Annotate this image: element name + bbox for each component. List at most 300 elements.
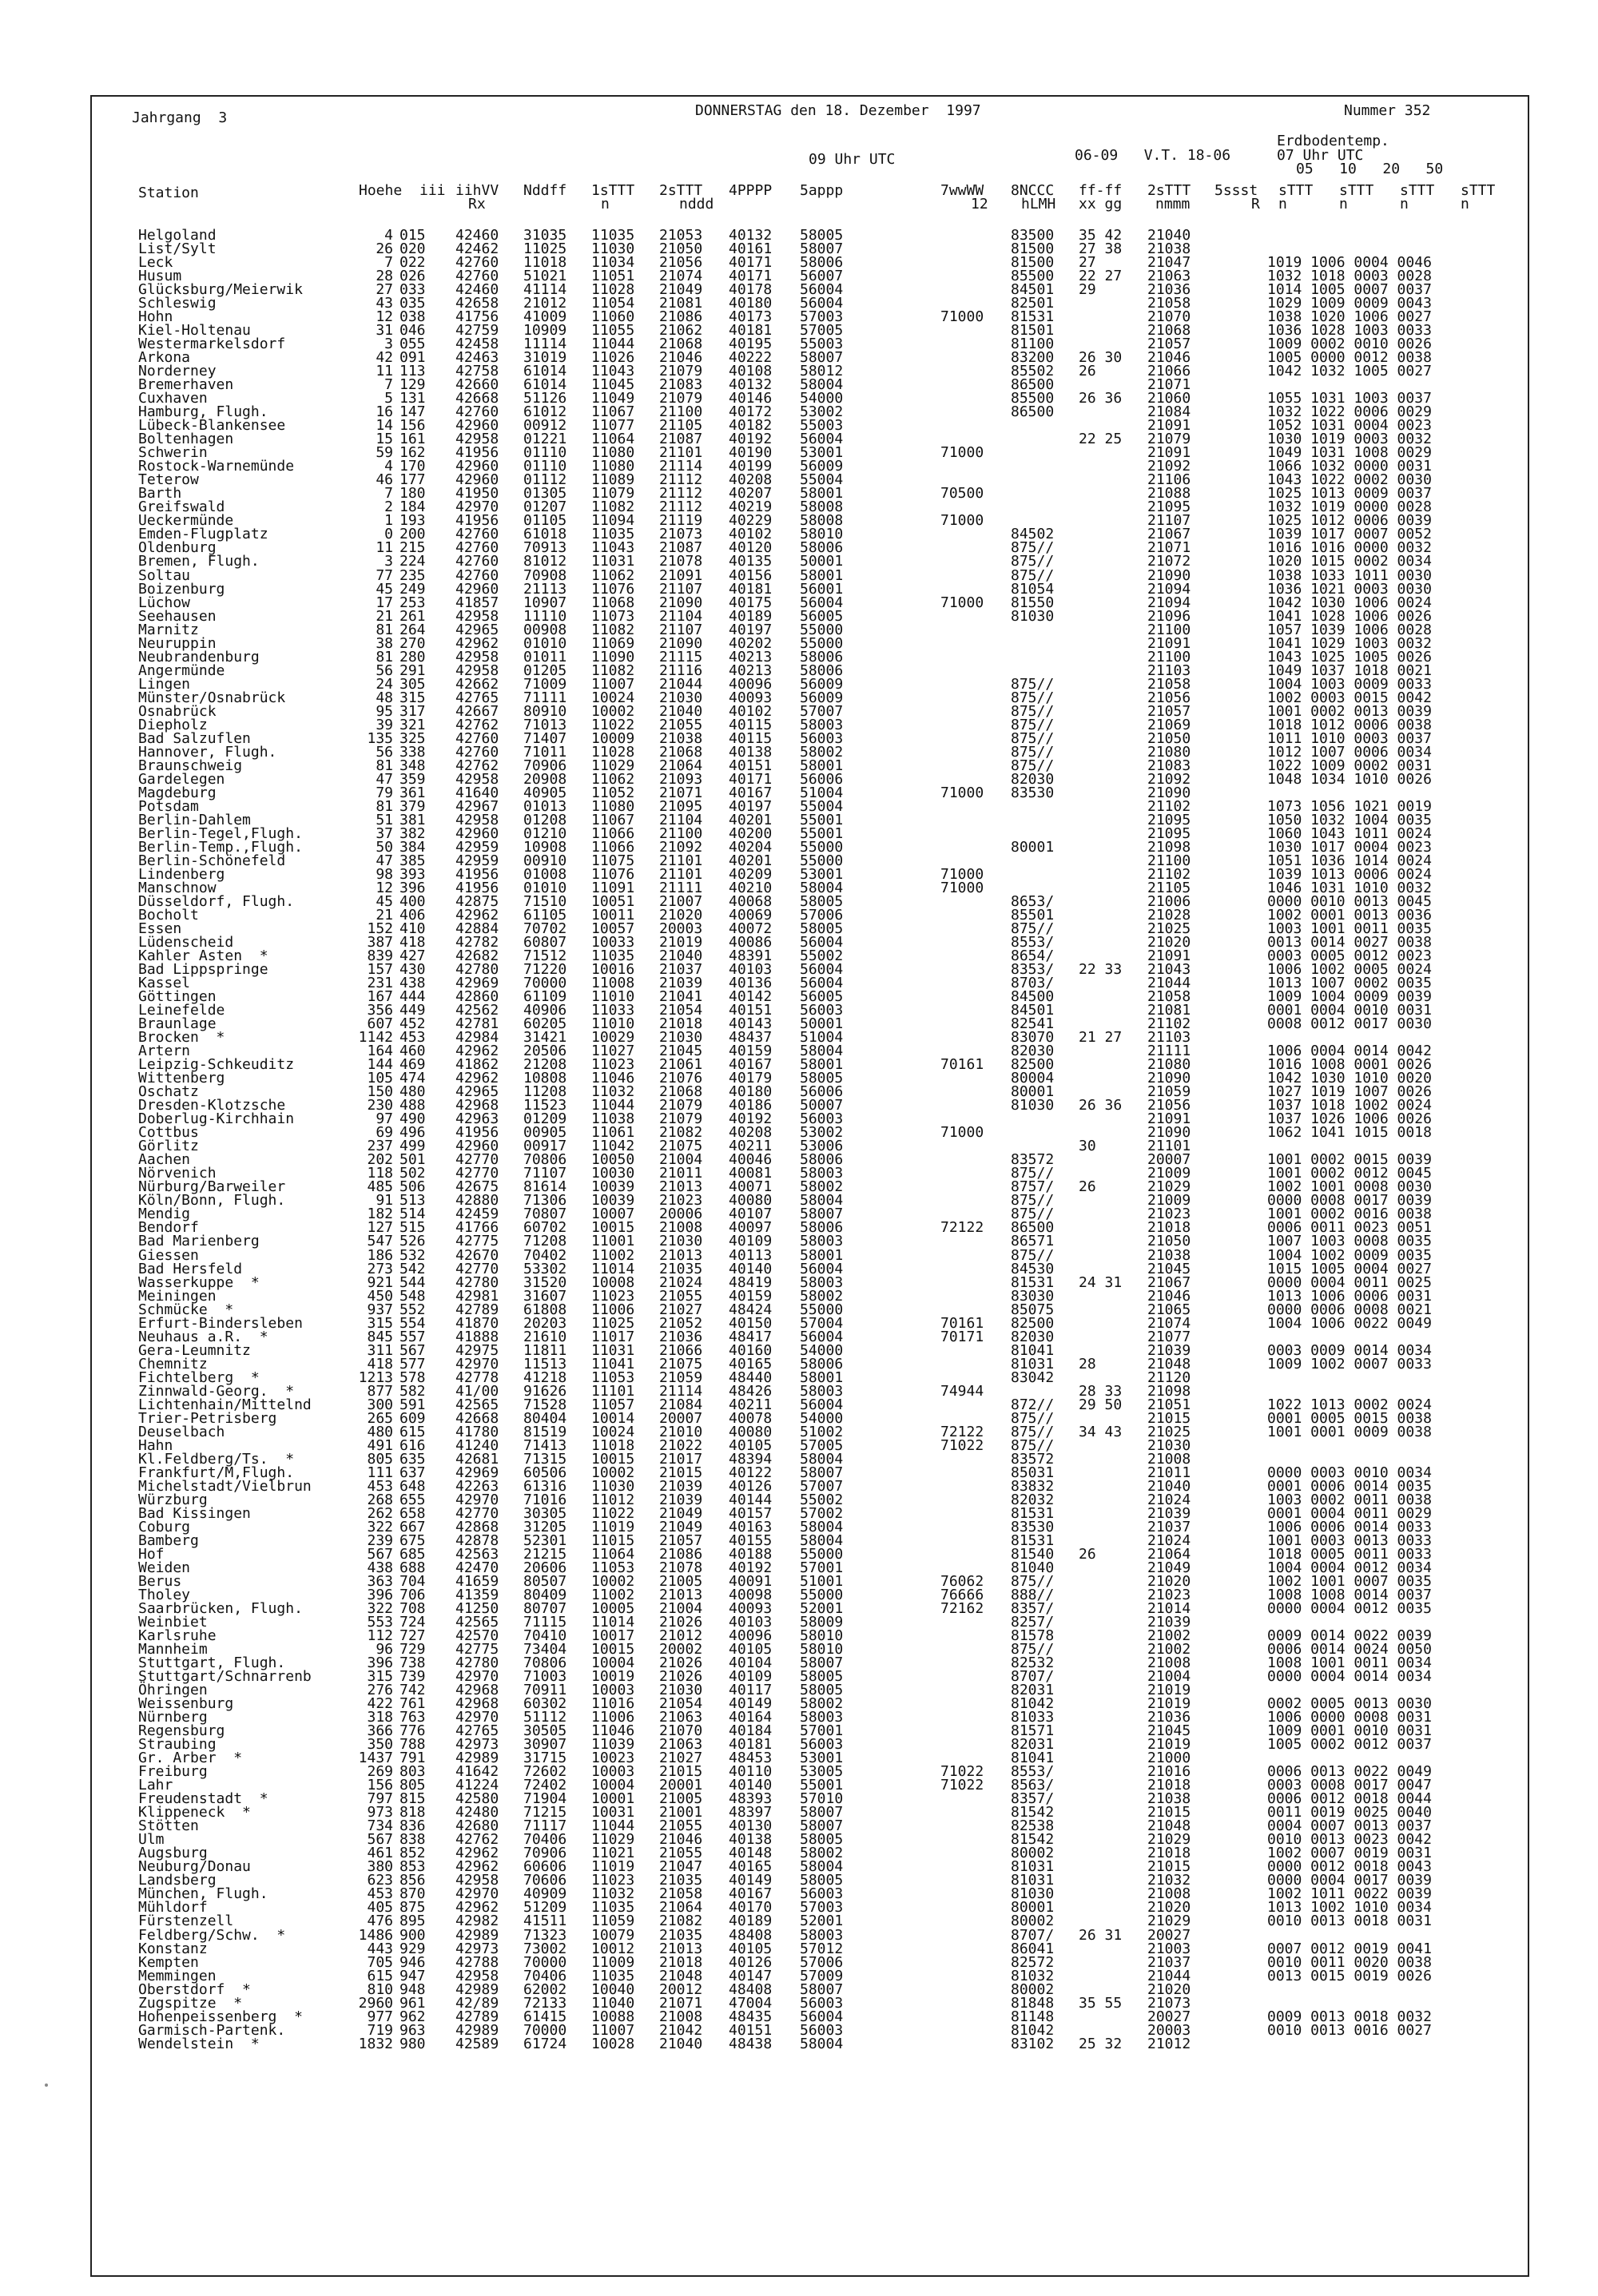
cell-sttt2b: 21094 — [1147, 594, 1191, 611]
cell-ff-ff: 22 33 — [1079, 961, 1123, 979]
cell-sttt2b: 21018 — [1147, 1219, 1191, 1237]
cell-pppp4: 40109 — [729, 1668, 773, 1686]
cell-hoehe: 81 — [376, 797, 393, 815]
cell-hoehe: 81 — [376, 648, 393, 665]
cell-iii: 727 — [400, 1627, 426, 1645]
cell-appp5: 58003 — [800, 1165, 844, 1182]
cell-appp5: 58001 — [800, 1368, 844, 1386]
cell-pppp4: 40202 — [729, 634, 773, 652]
cell-pppp4: 40175 — [729, 594, 773, 611]
cell-pppp4: 48435 — [729, 2008, 773, 2025]
cell-hoehe: 156 — [367, 1777, 393, 1794]
cell-appp5: 51004 — [800, 1029, 844, 1047]
cell-station-name: Kl.Feldberg/Ts. * — [138, 1450, 295, 1468]
cell-pppp4: 40068 — [729, 892, 773, 910]
cell-nddff: 31019 — [523, 349, 567, 367]
cell-sttt1: 11035 — [591, 1899, 635, 1917]
cell-hoehe: 17 — [376, 594, 393, 611]
cell-ff-ff: 28 — [1079, 1355, 1096, 1372]
cell-sttt2b: 21090 — [1147, 566, 1191, 584]
cell-sttt2b: 20007 — [1147, 1151, 1191, 1169]
cell-pppp4: 48417 — [729, 1328, 773, 1345]
cell-nccc8: 81542 — [1011, 1831, 1055, 1849]
cell-iihvv: 42589 — [455, 2035, 499, 2052]
cell-appp5: 51002 — [800, 1423, 844, 1440]
cell-iii: 616 — [400, 1436, 426, 1454]
cell-sttt2: 21093 — [659, 770, 703, 788]
cell-hoehe: 461 — [367, 1845, 393, 1862]
cell-sttt1: 11001 — [591, 1233, 635, 1250]
cell-sttt2b: 20027 — [1147, 2008, 1191, 2025]
col-sttt-05: sTTT — [1278, 182, 1314, 199]
cell-sttt1: 11066 — [591, 824, 635, 842]
cell-sttt2b: 21102 — [1147, 797, 1191, 815]
table-row — [0, 1914, 1598, 1928]
cell-sttt2b: 21011 — [1147, 1464, 1191, 1481]
cell-sttt2b: 21040 — [1147, 1477, 1191, 1495]
cell-wwww7: 71000 — [940, 879, 984, 896]
cell-iii: 385 — [400, 852, 426, 869]
sub-12: 12 — [971, 196, 988, 213]
cell-hoehe: 322 — [367, 1600, 393, 1618]
cell-nddff: 10909 — [523, 322, 567, 340]
cell-nccc8: 81033 — [1011, 1709, 1055, 1726]
cell-nccc8: 8703/ — [1011, 975, 1055, 992]
cell-hoehe: 273 — [367, 1260, 393, 1277]
cell-station-name: Weinbiet — [138, 1614, 208, 1631]
cell-sttt1: 11054 — [591, 295, 635, 312]
cell-ff-ff: 26 36 — [1079, 390, 1123, 407]
cell-station-name: Diepholz — [138, 716, 208, 733]
cell-soil-temps: 0010 0011 0020 0038 — [1267, 1953, 1432, 1971]
cell-appp5: 56003 — [800, 1736, 844, 1754]
cell-sttt2b: 21071 — [1147, 539, 1191, 557]
cell-sttt1: 11052 — [591, 784, 635, 801]
cell-sttt2: 20012 — [659, 1980, 703, 1998]
table-row — [0, 1234, 1598, 1248]
cell-iii: 317 — [400, 702, 426, 720]
cell-hoehe: 43 — [376, 295, 393, 312]
cell-pppp4: 40151 — [729, 1002, 773, 1019]
cell-sttt2b: 21046 — [1147, 349, 1191, 367]
table-row — [0, 566, 1598, 584]
cell-sttt2b: 21038 — [1147, 240, 1191, 258]
cell-sttt2: 21075 — [659, 1355, 703, 1372]
cell-appp5: 52001 — [800, 1600, 844, 1618]
cell-nddff: 61808 — [523, 1301, 567, 1318]
cell-soil-temps: 1013 1002 1010 0034 — [1267, 1899, 1432, 1917]
cell-appp5: 56004 — [800, 1328, 844, 1345]
cell-nccc8: 82032 — [1011, 1491, 1055, 1508]
cell-sttt1: 11035 — [591, 526, 635, 543]
cell-sttt2b: 21066 — [1147, 363, 1191, 380]
col-sttt-50: sTTT — [1461, 182, 1496, 199]
cell-soil-temps: 0003 0009 0014 0034 — [1267, 1341, 1432, 1359]
cell-appp5: 58010 — [800, 526, 844, 543]
cell-sttt1: 10008 — [591, 1273, 635, 1291]
cell-nccc8: 85075 — [1011, 1301, 1055, 1318]
cell-iihvv: 41250 — [455, 1600, 499, 1618]
cell-sttt2: 21049 — [659, 1518, 703, 1535]
cell-appp5: 58006 — [800, 1219, 844, 1237]
cell-pppp4: 40170 — [729, 1899, 773, 1917]
cell-station-name: Glücksburg/Meierwik — [138, 281, 303, 299]
cell-hoehe: 268 — [367, 1491, 393, 1508]
cell-nccc8: 84530 — [1011, 1260, 1055, 1277]
cell-sttt1: 10019 — [591, 1668, 635, 1686]
cell-nccc8: 82030 — [1011, 1328, 1055, 1345]
cell-hoehe: 46 — [376, 471, 393, 489]
cell-nddff: 91626 — [523, 1382, 567, 1400]
cell-appp5: 58001 — [800, 757, 844, 774]
cell-appp5: 56004 — [800, 2008, 844, 2025]
cell-hoehe: 135 — [367, 729, 393, 747]
cell-station-name: Westermarkelsdorf — [138, 336, 286, 353]
cell-nddff: 70908 — [523, 566, 567, 584]
cell-iihvv: 42965 — [455, 1083, 499, 1101]
cell-pppp4: 40093 — [729, 1600, 773, 1618]
cell-iihvv: 42680 — [455, 1817, 499, 1835]
cell-appp5: 57006 — [800, 907, 844, 924]
cell-sttt1: 10012 — [591, 1940, 635, 1957]
cell-hoehe: 11 — [376, 363, 393, 380]
cell-appp5: 58006 — [800, 1355, 844, 1372]
cell-appp5: 58005 — [800, 1831, 844, 1849]
cell-sttt2b: 21037 — [1147, 1953, 1191, 1971]
cell-station-name: Münster/Osnabrück — [138, 689, 286, 706]
cell-station-name: Doberlug-Kirchhain — [138, 1110, 295, 1128]
cell-iihvv: 42958 — [455, 607, 499, 625]
cell-sttt1: 11073 — [591, 607, 635, 625]
cell-nddff: 61316 — [523, 1477, 567, 1495]
cell-sttt1: 11057 — [591, 1396, 635, 1413]
cell-sttt1: 11018 — [591, 1436, 635, 1454]
cell-sttt2b: 21067 — [1147, 1273, 1191, 1291]
cell-appp5: 58001 — [800, 485, 844, 502]
cell-nddff: 53302 — [523, 1260, 567, 1277]
cell-soil-temps: 1025 1012 0006 0039 — [1267, 512, 1432, 530]
cell-nccc8: 81542 — [1011, 1804, 1055, 1821]
cell-nccc8: 86500 — [1011, 403, 1055, 421]
cell-iii: 704 — [400, 1572, 426, 1590]
cell-wwww7: 71000 — [940, 865, 984, 883]
cell-soil-temps: 0007 0012 0019 0041 — [1267, 1940, 1432, 1957]
cell-sttt2: 20001 — [659, 1777, 703, 1794]
cell-iii: 667 — [400, 1518, 426, 1535]
cell-ff-ff: 21 27 — [1079, 1029, 1123, 1047]
cell-sttt2: 21011 — [659, 1165, 703, 1182]
col-ff: ff-ff — [1079, 182, 1123, 199]
cell-sttt2: 21040 — [659, 702, 703, 720]
cell-nccc8: 81531 — [1011, 308, 1055, 326]
cell-station-name: Lahr — [138, 1777, 173, 1794]
cell-sttt1: 11021 — [591, 1845, 635, 1862]
cell-iihvv: 42480 — [455, 1804, 499, 1821]
cell-hoehe: 921 — [367, 1273, 393, 1291]
cell-nddff: 00905 — [523, 1124, 567, 1142]
cell-iii: 582 — [400, 1382, 426, 1400]
cell-nccc8: 81578 — [1011, 1627, 1055, 1645]
table-row — [0, 554, 1598, 568]
sub-s2: n — [1339, 196, 1348, 213]
cell-station-name: Greifswald — [138, 499, 225, 516]
cell-iihvv: 42884 — [455, 920, 499, 938]
cell-appp5: 58010 — [800, 1641, 844, 1658]
cell-sttt2: 21071 — [659, 1994, 703, 2012]
cell-appp5: 55003 — [800, 336, 844, 353]
cell-nddff: 21215 — [523, 1545, 567, 1563]
cell-sttt2: 21015 — [659, 1464, 703, 1481]
cell-soil-temps: 0006 0011 0023 0051 — [1267, 1219, 1432, 1237]
cell-station-name: Tholey — [138, 1587, 191, 1603]
cell-station-name: Aachen — [138, 1151, 191, 1169]
cell-nddff: 70402 — [523, 1246, 567, 1264]
cell-pppp4: 40098 — [729, 1587, 773, 1603]
cell-iii: 046 — [400, 322, 426, 340]
cell-iii: 224 — [400, 553, 426, 570]
cell-iihvv: 42959 — [455, 852, 499, 869]
table-row — [0, 1124, 1598, 1142]
cell-nccc8: 8257/ — [1011, 1614, 1055, 1631]
cell-iii: 382 — [400, 824, 426, 842]
cell-iihvv: 42463 — [455, 349, 499, 367]
cell-nddff: 61109 — [523, 988, 567, 1006]
cell-sttt2b: 21098 — [1147, 1382, 1191, 1400]
cell-ff-ff: 34 43 — [1079, 1423, 1123, 1440]
cell-iihvv: 42758 — [455, 363, 499, 380]
cell-sttt2b: 21029 — [1147, 1178, 1191, 1196]
cell-soil-temps: 0001 0006 0014 0035 — [1267, 1477, 1432, 1495]
cell-iihvv: 41640 — [455, 784, 499, 801]
cell-station-name: Görlitz — [138, 1138, 199, 1155]
cell-sttt2: 21053 — [659, 227, 703, 244]
cell-sttt2: 21030 — [659, 1682, 703, 1699]
cell-sttt2b: 21057 — [1147, 336, 1191, 353]
cell-sttt2: 21004 — [659, 1151, 703, 1169]
cell-sttt2: 21063 — [659, 1709, 703, 1726]
cell-nccc8: 81030 — [1011, 1097, 1055, 1114]
cell-appp5: 57009 — [800, 1967, 844, 1984]
cell-station-name: Zugspitze * — [138, 1994, 243, 2012]
cell-station-name: Hohenpeissenberg * — [138, 2008, 303, 2025]
cell-sttt2: 21062 — [659, 322, 703, 340]
cell-iihvv: 41888 — [455, 1328, 499, 1345]
cell-station-name: Berlin-Temp.,Flugh. — [138, 838, 303, 856]
cell-appp5: 58006 — [800, 648, 844, 665]
cell-nddff: 70000 — [523, 975, 567, 992]
cell-nddff: 31520 — [523, 1273, 567, 1291]
cell-soil-temps: 0002 0005 0013 0030 — [1267, 1695, 1432, 1713]
cell-pppp4: 40102 — [729, 702, 773, 720]
cell-nddff: 80404 — [523, 1409, 567, 1427]
cell-iihvv: 42982 — [455, 1913, 499, 1930]
cell-iihvv: 42984 — [455, 1029, 499, 1047]
cell-nccc8: 83530 — [1011, 1518, 1055, 1535]
cell-sttt1: 11043 — [591, 539, 635, 557]
cell-iihvv: 41224 — [455, 1777, 499, 1794]
cell-pppp4: 40197 — [729, 797, 773, 815]
cell-iii: 315 — [400, 689, 426, 706]
cell-sttt1: 10001 — [591, 1790, 635, 1808]
cell-sttt1: 11053 — [591, 1368, 635, 1386]
cell-station-name: Frankfurt/M,Flugh. — [138, 1464, 295, 1481]
cell-nccc8: 81500 — [1011, 240, 1055, 258]
cell-hoehe: 805 — [367, 1450, 393, 1468]
cell-station-name: Gera-Leumnitz — [138, 1341, 251, 1359]
cell-sttt2b: 21038 — [1147, 1790, 1191, 1808]
cell-sttt2b: 21065 — [1147, 1301, 1191, 1318]
cell-iihvv: 42962 — [455, 1899, 499, 1917]
cell-sttt2: 21013 — [659, 1178, 703, 1196]
cell-nccc8: 83030 — [1011, 1287, 1055, 1305]
cell-station-name: Augsburg — [138, 1845, 208, 1862]
cell-hoehe: 47 — [376, 770, 393, 788]
cell-pppp4: 40136 — [729, 975, 773, 992]
cell-sttt2: 21046 — [659, 349, 703, 367]
cell-hoehe: 480 — [367, 1423, 393, 1440]
cell-iii: 852 — [400, 1845, 426, 1862]
cell-station-name: Konstanz — [138, 1940, 208, 1957]
cell-nddff: 71528 — [523, 1396, 567, 1413]
cell-nddff: 51126 — [523, 390, 567, 407]
cell-appp5: 51004 — [800, 784, 844, 801]
cell-hoehe: 977 — [367, 2008, 393, 2025]
cell-sttt2b: 21003 — [1147, 1940, 1191, 1957]
cell-appp5: 55002 — [800, 947, 844, 965]
cell-iii: 410 — [400, 920, 426, 938]
cell-iii: 291 — [400, 661, 426, 679]
cell-iihvv: 41956 — [455, 865, 499, 883]
cell-sttt2b: 21014 — [1147, 1600, 1191, 1618]
cell-pppp4: 40167 — [729, 784, 773, 801]
cell-iihvv: 42760 — [455, 539, 499, 557]
cell-sttt2: 21079 — [659, 363, 703, 380]
table-row — [0, 2037, 1598, 2051]
cell-nddff: 61724 — [523, 2035, 567, 2052]
cell-nddff: 70406 — [523, 1831, 567, 1849]
cell-station-name: Potsdam — [138, 797, 199, 815]
cell-station-name: Bamberg — [138, 1531, 199, 1549]
cell-sttt2b: 21019 — [1147, 1736, 1191, 1754]
cell-nddff: 71107 — [523, 1165, 567, 1182]
cell-soil-temps: 1006 0004 0014 0042 — [1267, 1043, 1432, 1060]
cell-pppp4: 40081 — [729, 1165, 773, 1182]
cell-iihvv: 42958 — [455, 431, 499, 448]
cell-soil-temps: 1016 1016 0000 0032 — [1267, 539, 1432, 557]
cell-ff-ff: 26 31 — [1079, 1926, 1123, 1944]
cell-iii: 488 — [400, 1097, 426, 1114]
cell-sttt2: 21050 — [659, 240, 703, 258]
cell-nccc8: 80002 — [1011, 1845, 1055, 1862]
cell-iii: 532 — [400, 1246, 426, 1264]
cell-sttt2b: 21028 — [1147, 907, 1191, 924]
cell-station-name: Boizenburg — [138, 580, 225, 598]
cell-iii: 177 — [400, 471, 426, 489]
cell-nccc8: 82500 — [1011, 1056, 1055, 1074]
cell-nddff: 71011 — [523, 743, 567, 761]
cell-sttt1: 11023 — [591, 1872, 635, 1889]
cell-soil-temps: 1037 1026 1006 0026 — [1267, 1110, 1432, 1128]
cell-station-name: Trier-Petrisberg — [138, 1409, 277, 1427]
cell-nddff: 72133 — [523, 1994, 567, 2012]
cell-sttt1: 10004 — [591, 1777, 635, 1794]
cell-sttt1: 11006 — [591, 1301, 635, 1318]
cell-nccc8: 875// — [1011, 566, 1055, 584]
sub-nddd: nddd — [679, 196, 714, 213]
cell-sttt2b: 21084 — [1147, 403, 1191, 421]
cell-ff-ff: 27 38 — [1079, 240, 1123, 258]
cell-pppp4: 40150 — [729, 1314, 773, 1332]
cell-ff-ff: 26 36 — [1079, 1097, 1123, 1114]
cell-iii: 803 — [400, 1763, 426, 1781]
cell-iii: 022 — [400, 254, 426, 272]
cell-soil-temps: 1062 1041 1015 0018 — [1267, 1124, 1432, 1142]
cell-hoehe: 4 — [384, 458, 393, 475]
cell-station-name: Ulm — [138, 1831, 165, 1849]
cell-pppp4: 40096 — [729, 1627, 773, 1645]
cell-iii: 249 — [400, 580, 426, 598]
cell-soil-temps: 1020 1015 0002 0034 — [1267, 553, 1432, 570]
cell-nddff: 70410 — [523, 1627, 567, 1645]
cell-nccc8: 875// — [1011, 1165, 1055, 1182]
cell-pppp4: 48419 — [729, 1273, 773, 1291]
cell-iii: 035 — [400, 295, 426, 312]
cell-sttt2: 21076 — [659, 1070, 703, 1087]
cell-wwww7: 71000 — [940, 594, 984, 611]
cell-sttt1: 11076 — [591, 865, 635, 883]
cell-nccc8: 8707/ — [1011, 1926, 1055, 1944]
cell-sttt2: 21081 — [659, 295, 703, 312]
obs-time: 09 Uhr UTC — [809, 151, 896, 168]
col-2sttt-b: 2sTTT — [1147, 182, 1191, 199]
cell-iii: 270 — [400, 634, 426, 652]
cell-soil-temps: 1039 1013 0006 0024 — [1267, 865, 1432, 883]
cell-hoehe: 186 — [367, 1246, 393, 1264]
cell-nddff: 11208 — [523, 1083, 567, 1101]
cell-pppp4: 40195 — [729, 336, 773, 353]
cell-appp5: 56004 — [800, 961, 844, 979]
cell-hoehe: 3 — [384, 553, 393, 570]
cell-nddff: 20606 — [523, 1559, 567, 1576]
cell-iihvv: 42765 — [455, 1722, 499, 1740]
cell-sttt1: 10023 — [591, 1750, 635, 1767]
cell-iihvv: 42969 — [455, 1464, 499, 1481]
cell-appp5: 56003 — [800, 1110, 844, 1128]
cell-station-name: Hof — [138, 1545, 165, 1563]
cell-hoehe: 231 — [367, 975, 393, 992]
cell-iihvv: 42970 — [455, 1355, 499, 1372]
cell-appp5: 55001 — [800, 1777, 844, 1794]
cell-hoehe: 91 — [376, 1192, 393, 1210]
cell-iii: 129 — [400, 376, 426, 394]
cell-pppp4: 40171 — [729, 770, 773, 788]
cell-soil-temps: 1002 0003 0015 0042 — [1267, 689, 1432, 706]
cell-nddff: 81012 — [523, 553, 567, 570]
cell-hoehe: 396 — [367, 1654, 393, 1672]
cell-wwww7: 74944 — [940, 1382, 984, 1400]
cell-nccc8: 86041 — [1011, 1940, 1055, 1957]
cell-appp5: 58007 — [800, 1980, 844, 1998]
cell-station-name: Dresden-Klotzsche — [138, 1097, 286, 1114]
cell-iihvv: 42770 — [455, 1504, 499, 1522]
cell-appp5: 58010 — [800, 1627, 844, 1645]
cell-nccc8: 875// — [1011, 1192, 1055, 1210]
cell-soil-temps: 1003 0002 0011 0038 — [1267, 1491, 1432, 1508]
cell-sttt2: 21054 — [659, 1695, 703, 1713]
cell-sttt2b: 21102 — [1147, 865, 1191, 883]
cell-nddff: 00910 — [523, 852, 567, 869]
cell-hoehe: 1832 — [358, 2035, 393, 2052]
